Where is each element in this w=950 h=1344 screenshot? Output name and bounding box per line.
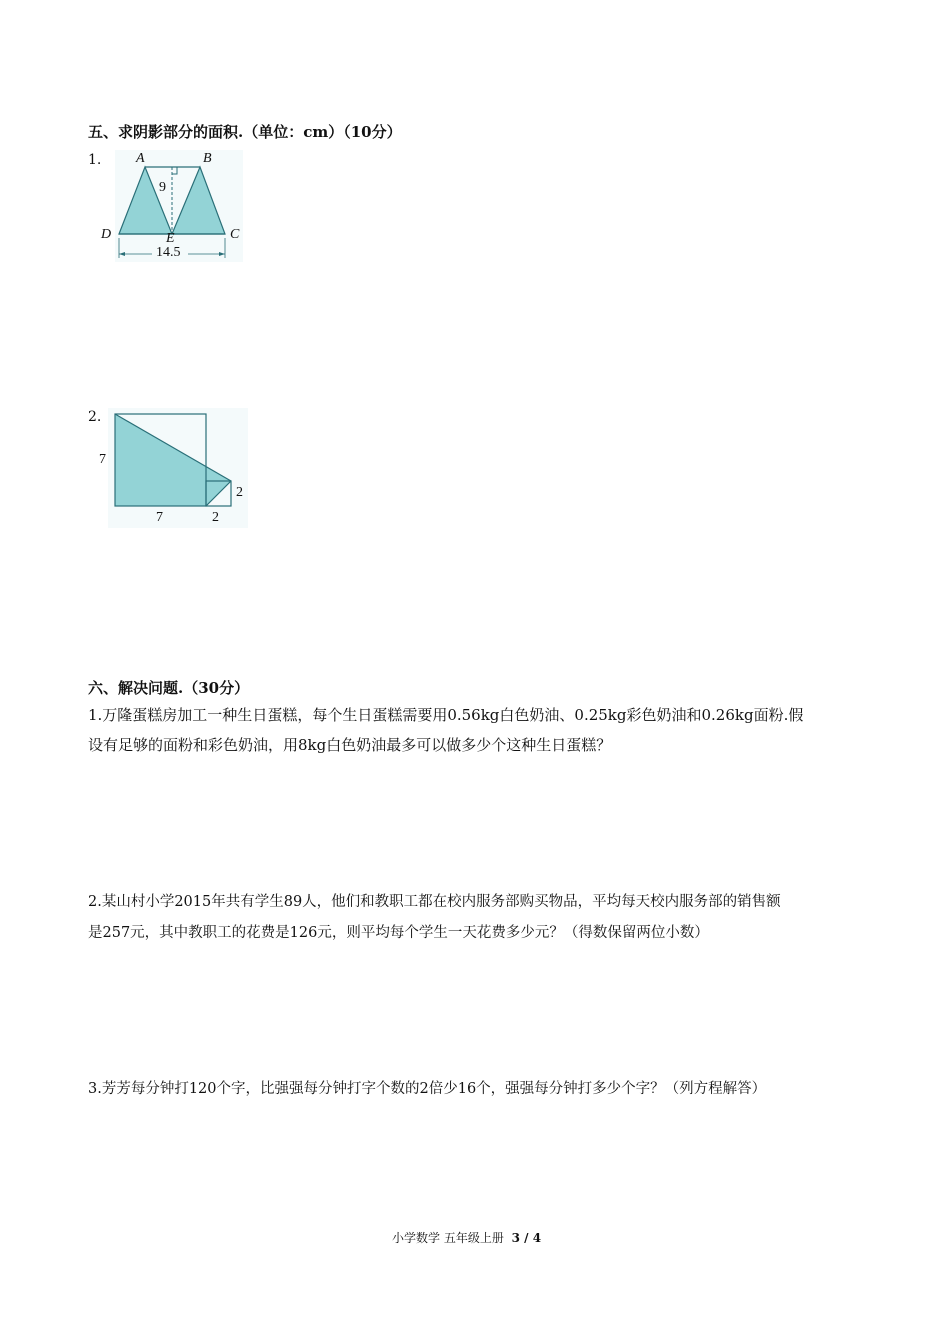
footer-subject: 小学数学 五年级上册 [392, 1231, 504, 1245]
height-value: 9 [159, 180, 166, 195]
section5-heading: 五、求阴影部分的面积.（单位：cm）（10分） [88, 123, 402, 141]
figure-squares [108, 408, 248, 528]
label-a: A [136, 151, 145, 166]
side-bottom-7: 7 [156, 510, 163, 525]
q2-number: 2. [88, 409, 102, 425]
side-right-2: 2 [236, 485, 243, 500]
label-c: C [230, 227, 240, 242]
page-footer [392, 1229, 541, 1246]
side-left-7: 7 [99, 452, 106, 467]
q1-number: 1. [88, 152, 102, 168]
label-e: E [166, 231, 175, 246]
footer-page-number: 3 / 4 [511, 1231, 542, 1245]
problem1-line2: 设有足够的面粉和彩色奶油，用8kg白色奶油最多可以做多少个这种生日蛋糕？ [88, 736, 612, 754]
section6-heading: 六、解决问题.（30分） [88, 679, 250, 697]
label-b: B [203, 151, 212, 166]
side-bottom-2: 2 [212, 510, 219, 525]
base-value: 14.5 [156, 245, 181, 260]
label-d: D [101, 227, 112, 242]
problem3-line1: 3.芳芳每分钟打120个字，比强强每分钟打字个数的2倍少16个，强强每分钟打多少个字？（列方程解答） [88, 1081, 767, 1097]
problem1-line1: 1.万隆蛋糕房加工一种生日蛋糕，每个生日蛋糕需要用0.56kg白色奶油、0.25kg彩色奶油和0.26kg面粉.假 [88, 706, 804, 724]
problem2-line2: 是257元，其中教职工的花费是126元，则平均每个学生一天花费多少元？（得数保留两位小数） [88, 925, 709, 941]
problem2-line1: 2.某山村小学2015年共有学生89人，他们和教职工都在校内服务部购买物品，平均每天校内服务部的销售额 [88, 894, 781, 910]
